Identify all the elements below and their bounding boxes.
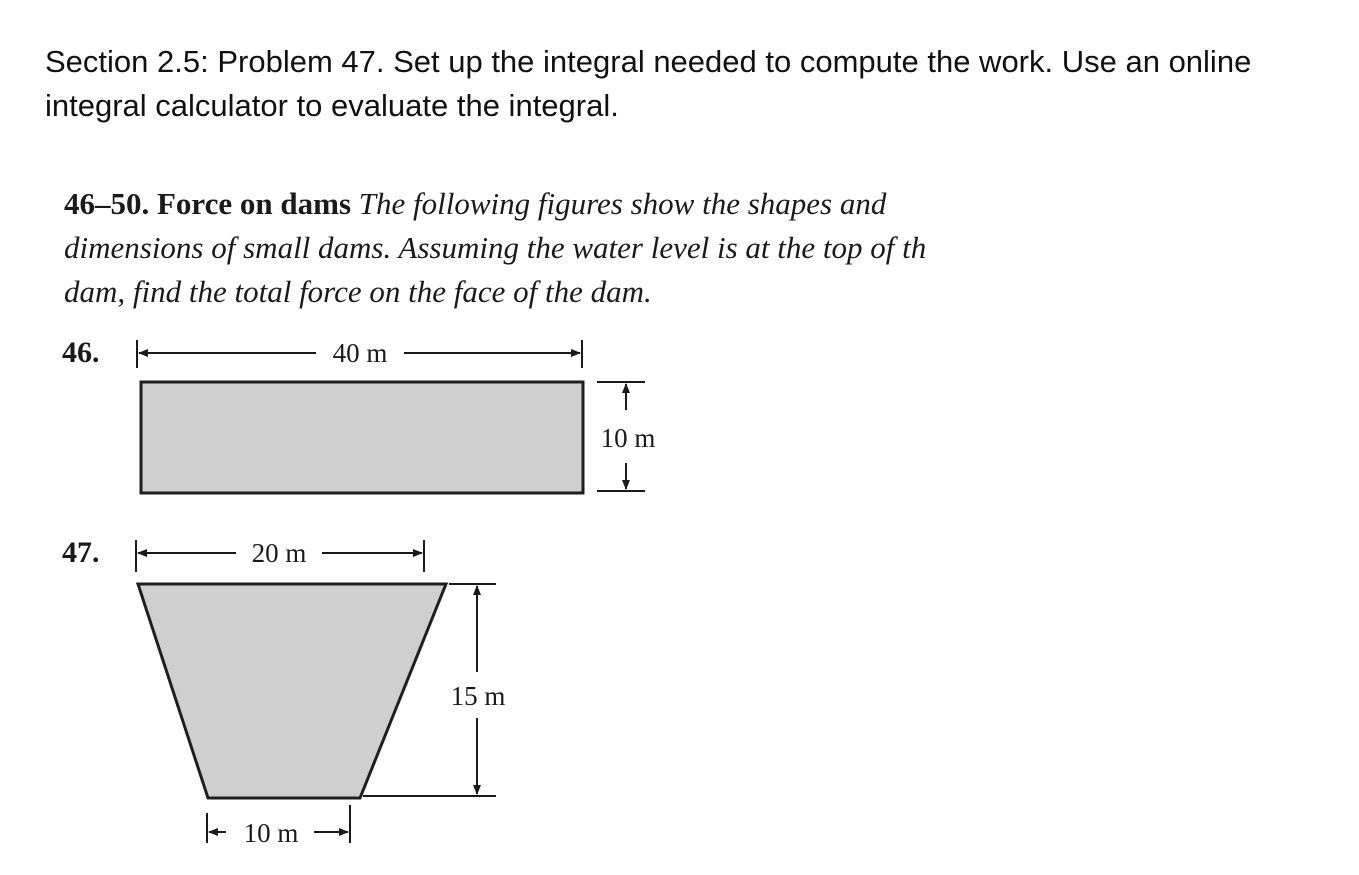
problem-line-3: dam, find the total force on the face of the dam. — [64, 274, 652, 309]
height-label-15m: 15 m — [450, 681, 506, 711]
problem-number: 46–50. — [64, 186, 150, 221]
bottom-width-label-10m: 10 m — [243, 818, 299, 848]
figure-46-label: 46. — [62, 336, 100, 369]
rectangular-dam — [141, 382, 583, 493]
figure-47-label: 47. — [62, 536, 100, 569]
top-width-label-20m: 20 m — [251, 538, 307, 568]
height-label-10m: 10 m — [600, 423, 656, 453]
problem-title: Force on dams — [157, 186, 352, 221]
header-line-1: Section 2.5: Problem 47. Set up the integral needed to compute the work. Use an online — [45, 44, 1252, 79]
problem-line-2: dimensions of small dams. Assuming the water level is at the top of th — [64, 230, 927, 265]
problem-line-1-rest: The following figures show the shapes and — [358, 186, 887, 221]
trapezoidal-dam — [138, 584, 446, 798]
figure-47 — [136, 538, 505, 848]
header-line-2: integral calculator to evaluate the integral. — [45, 88, 619, 123]
width-label-40m: 40 m — [332, 338, 388, 368]
figure-46 — [137, 338, 655, 493]
